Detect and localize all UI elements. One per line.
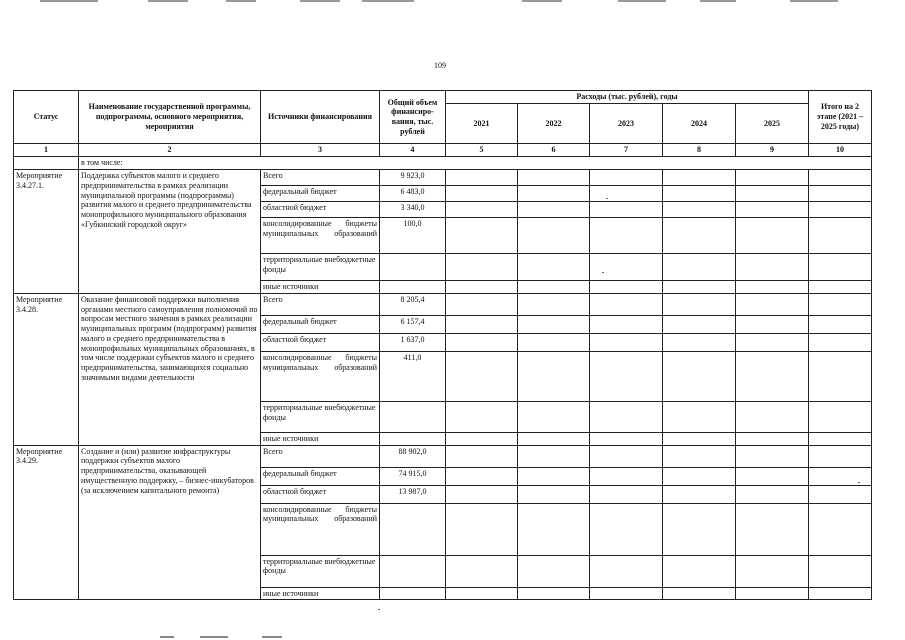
year-cell (663, 445, 736, 467)
year-cell (736, 401, 809, 432)
header-year: 2023 (590, 104, 663, 144)
source-label: иные источники (261, 432, 380, 445)
source-label: Всего (261, 445, 380, 467)
year-cell (518, 503, 590, 555)
source-label: территориальные внебюджетные фонды (261, 555, 380, 587)
itog-cell (809, 333, 872, 351)
year-cell (590, 333, 663, 351)
year-cell (736, 503, 809, 555)
itog-cell (809, 170, 872, 186)
year-cell (663, 315, 736, 333)
year-cell (446, 254, 518, 281)
year-cell (518, 333, 590, 351)
source-row (14, 445, 872, 467)
year-cell (518, 281, 590, 294)
year-cell (736, 555, 809, 587)
source-label: областной бюджет (261, 333, 380, 351)
source-label: иные источники (261, 281, 380, 294)
year-cell (663, 503, 736, 555)
scan-bottom-marks (0, 634, 905, 640)
year-cell (518, 315, 590, 333)
total-amount: 6 483,0 (380, 186, 446, 202)
year-cell (518, 401, 590, 432)
year-cell (663, 254, 736, 281)
header-itog: Итого на 2 этапе (2021 – 2025 годы) (809, 91, 872, 144)
scan-speck (602, 272, 604, 273)
year-cell (446, 281, 518, 294)
itog-cell (809, 432, 872, 445)
year-cell (590, 351, 663, 401)
year-cell (663, 401, 736, 432)
year-cell (663, 587, 736, 600)
source-label: консолидированные бюджеты муниципальных образований (261, 503, 380, 555)
source-label: федеральный бюджет (261, 315, 380, 333)
year-cell (518, 186, 590, 202)
year-cell (518, 467, 590, 485)
year-cell (446, 445, 518, 467)
total-amount: 13 987,0 (380, 485, 446, 503)
year-cell (590, 467, 663, 485)
header-year: 2021 (446, 104, 518, 144)
total-amount (380, 254, 446, 281)
itog-cell (809, 186, 872, 202)
year-cell (663, 293, 736, 315)
year-cell (663, 170, 736, 186)
year-cell (736, 293, 809, 315)
year-cell (736, 351, 809, 401)
year-cell (518, 445, 590, 467)
itog-cell (809, 587, 872, 600)
year-cell (518, 587, 590, 600)
measure-status: Мероприятие 3.4.27.1. (14, 170, 79, 294)
total-amount: 74 915,0 (380, 467, 446, 485)
year-cell (446, 485, 518, 503)
year-cell (736, 485, 809, 503)
year-cell (590, 503, 663, 555)
total-amount: 6 157,4 (380, 315, 446, 333)
year-cell (736, 587, 809, 600)
itog-cell (809, 555, 872, 587)
itog-cell (809, 293, 872, 315)
source-label: консолидированные бюджеты муниципальных образований (261, 218, 380, 254)
header-year: 2025 (736, 104, 809, 144)
column-number: 8 (663, 144, 736, 157)
page-number: 109 (434, 61, 446, 70)
itog-cell (809, 202, 872, 218)
year-cell (590, 293, 663, 315)
year-cell (518, 202, 590, 218)
itog-cell (809, 401, 872, 432)
column-number: 10 (809, 144, 872, 157)
year-cell (590, 445, 663, 467)
year-cell (590, 401, 663, 432)
year-cell (663, 281, 736, 294)
year-cell (663, 485, 736, 503)
year-cell (590, 432, 663, 445)
year-cell (446, 432, 518, 445)
year-cell (736, 445, 809, 467)
year-cell (590, 555, 663, 587)
header-status: Статус (14, 91, 79, 144)
year-cell (446, 293, 518, 315)
scan-speck (858, 482, 860, 483)
year-cell (446, 202, 518, 218)
column-number: 9 (736, 144, 809, 157)
year-cell (518, 485, 590, 503)
total-amount: 1 637,0 (380, 333, 446, 351)
year-cell (446, 555, 518, 587)
year-cell (446, 587, 518, 600)
year-cell (590, 254, 663, 281)
source-label: федеральный бюджет (261, 186, 380, 202)
column-number: 7 (590, 144, 663, 157)
column-number: 6 (518, 144, 590, 157)
year-cell (663, 186, 736, 202)
year-cell (590, 587, 663, 600)
year-cell (590, 315, 663, 333)
source-label: областной бюджет (261, 202, 380, 218)
header-total: Общий объем финансиро-вания, тыс. рублей (380, 91, 446, 144)
measure-name: Создание и (или) развитие инфраструктуры поддержки субъектов малого предпринимательства, оказывающей имущественную поддержку, – бизнес-инкубаторов (за исключением капитального ремонта) (79, 445, 261, 600)
year-cell (518, 254, 590, 281)
scan-speck (606, 198, 608, 199)
year-cell (518, 170, 590, 186)
column-number: 2 (79, 144, 261, 157)
source-label: Всего (261, 293, 380, 315)
source-label: консолидированные бюджеты муниципальных образований (261, 351, 380, 401)
year-cell (446, 351, 518, 401)
source-label: территориальные внебюджетные фонды (261, 254, 380, 281)
total-amount: 3 340,0 (380, 202, 446, 218)
year-cell (736, 333, 809, 351)
source-label: территориальные внебюджетные фонды (261, 401, 380, 432)
year-cell (518, 293, 590, 315)
note-row (14, 157, 872, 170)
total-amount (380, 401, 446, 432)
itog-cell (809, 485, 872, 503)
source-label: иные источники (261, 587, 380, 600)
year-cell (736, 202, 809, 218)
column-number: 4 (380, 144, 446, 157)
itog-cell (809, 315, 872, 333)
year-cell (518, 555, 590, 587)
header-expenses: Расходы (тыс. рублей), годы (446, 91, 809, 104)
total-amount: 88 902,0 (380, 445, 446, 467)
total-amount: 8 205,4 (380, 293, 446, 315)
measure-status: Мероприятие 3.4.29. (14, 445, 79, 600)
year-cell (736, 254, 809, 281)
year-cell (663, 218, 736, 254)
header-sources: Источники финансирования (261, 91, 380, 144)
year-cell (736, 467, 809, 485)
total-amount (380, 281, 446, 294)
total-amount: 100,0 (380, 218, 446, 254)
total-amount (380, 432, 446, 445)
total-amount (380, 555, 446, 587)
itog-cell (809, 445, 872, 467)
source-label: Всего (261, 170, 380, 186)
year-cell (446, 170, 518, 186)
itog-cell (809, 254, 872, 281)
year-cell (518, 432, 590, 445)
itog-cell (809, 467, 872, 485)
source-label: федеральный бюджет (261, 467, 380, 485)
column-number: 5 (446, 144, 518, 157)
year-cell (446, 218, 518, 254)
year-cell (663, 202, 736, 218)
year-cell (590, 170, 663, 186)
itog-cell (809, 351, 872, 401)
year-cell (446, 333, 518, 351)
year-cell (518, 218, 590, 254)
year-cell (663, 467, 736, 485)
year-cell (590, 281, 663, 294)
year-cell (446, 401, 518, 432)
year-cell (446, 315, 518, 333)
total-amount (380, 587, 446, 600)
header-year: 2022 (518, 104, 590, 144)
itog-cell (809, 281, 872, 294)
year-cell (446, 503, 518, 555)
scan-top-marks (0, 0, 905, 4)
measure-status: Мероприятие 3.4.28. (14, 293, 79, 445)
note-empty-cell (14, 157, 79, 170)
year-cell (590, 218, 663, 254)
year-cell (736, 186, 809, 202)
measure-name: Поддержка субъектов малого и среднего предпринимательства в рамках реализации муниципальной программы (подпрограммы) развития малого и среднего предпринимательства монопрофильного муниципального образования «Губкинский городской округ» (79, 170, 261, 294)
header-year: 2024 (663, 104, 736, 144)
year-cell (663, 333, 736, 351)
year-cell (590, 202, 663, 218)
year-cell (736, 281, 809, 294)
total-amount (380, 503, 446, 555)
total-amount: 9 923,0 (380, 170, 446, 186)
source-row (14, 170, 872, 186)
source-label: областной бюджет (261, 485, 380, 503)
year-cell (446, 467, 518, 485)
scan-speck (378, 609, 380, 610)
year-cell (736, 432, 809, 445)
year-cell (736, 315, 809, 333)
year-cell (590, 485, 663, 503)
year-cell (736, 218, 809, 254)
measure-name: Оказание финансовой поддержки выполнения органами местного самоуправления полномочий по вопросам местного значения в рамках реализации муниципальных программ (подпрограмм) развития малого и среднего предпринимательства в монопрофильных муниципальных образованиях, в том числе поддержки субъектов малого и среднего предпринимательства, занимающихся социально значимыми видами деятельности (79, 293, 261, 445)
column-number: 1 (14, 144, 79, 157)
itog-cell (809, 503, 872, 555)
column-number: 3 (261, 144, 380, 157)
source-row (14, 293, 872, 315)
year-cell (663, 432, 736, 445)
year-cell (446, 186, 518, 202)
year-cell (736, 170, 809, 186)
year-cell (518, 351, 590, 401)
total-amount: 411,0 (380, 351, 446, 401)
header-name: Наименование государственной программы, подпрограммы, основного мероприятия, мероприятия (79, 91, 261, 144)
year-cell (590, 186, 663, 202)
year-cell (663, 351, 736, 401)
itog-cell (809, 218, 872, 254)
year-cell (663, 555, 736, 587)
financing-table (13, 90, 872, 600)
note-text: в том числе: (79, 157, 872, 170)
